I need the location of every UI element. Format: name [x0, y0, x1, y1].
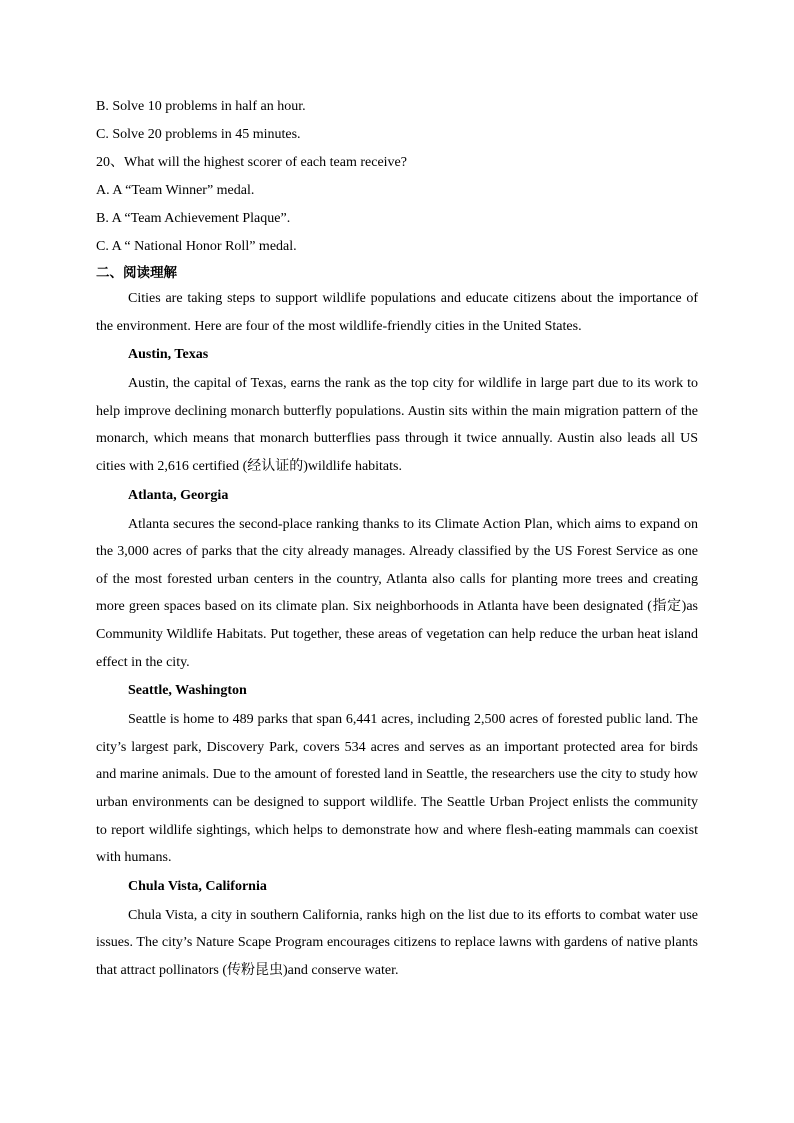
city-paragraph-austin: Austin, the capital of Texas, earns the rank as the top city for wildlife in large part due to its work to help improve declining monarch butterfly populations. Austin sits within the main migration pattern of the monarch, which means that monarch butterflies pass through it twice annually. Austin also leads all US cities with 2,616 certified (经认证的)wildlife habitats. [96, 376, 698, 474]
option-c-previous: C. Solve 20 problems in 45 minutes. [96, 127, 301, 142]
city-paragraph-chula-vista: Chula Vista, a city in southern California, ranks high on the list due to its efforts to combat water use issues. The city’s Nature Scape Program encourages citizens to replace lawns with gardens of native plants that attract pollinators (传粉昆虫)and conserve water. [96, 907, 698, 978]
question-20: 20、What will the highest scorer of each team receive? [96, 155, 407, 170]
city-paragraph-seattle: Seattle is home to 489 parks that span 6,441 acres, including 2,500 acres of forested public land. The city’s largest park, Discovery Park, covers 534 acres and serves as an important protected area for birds and marine animals. Due to the amount of forested land in Seattle, the researchers use the city to study how urban environments can be designed to support wildlife. The Seattle Urban Project enlists the community to report wildlife sightings, which helps to demonstrate how and where flesh-eating mammals can coexist with humans. [96, 712, 698, 866]
intro-paragraph: Cities are taking steps to support wildlife populations and educate citizens about the importance of the environment. Here are four of the most wildlife-friendly cities in the United States. [96, 291, 698, 334]
option-a-q20: A. A “Team Winner” medal. [96, 183, 255, 198]
city-heading-atlanta: Atlanta, Georgia [128, 487, 229, 503]
option-c-q20: C. A “ National Honor Roll” medal. [96, 239, 297, 254]
city-heading-chula-vista: Chula Vista, California [128, 878, 267, 894]
option-b-q20: B. A “Team Achievement Plaque”. [96, 211, 291, 226]
city-heading-seattle: Seattle, Washington [128, 683, 247, 699]
city-paragraph-atlanta: Atlanta secures the second-place ranking thanks to its Climate Action Plan, which aims to expand on the 3,000 acres of parks that the city already manages. Already classified by the US Forest Service as one of the most forested urban centers in the country, Atlanta also calls for planting more trees and creating more green spaces based on its climate plan. Six neighborhoods in Atlanta have been designated (指定)as Community Wildlife Habitats. Put together, these areas of vegetation can help reduce the urban heat island effect in the city. [96, 516, 698, 670]
section-title: 二、阅读理解 [96, 265, 177, 281]
option-b-previous: B. Solve 10 problems in half an hour. [96, 99, 306, 114]
city-heading-austin: Austin, Texas [128, 347, 209, 363]
document-page [96, 93, 698, 984]
